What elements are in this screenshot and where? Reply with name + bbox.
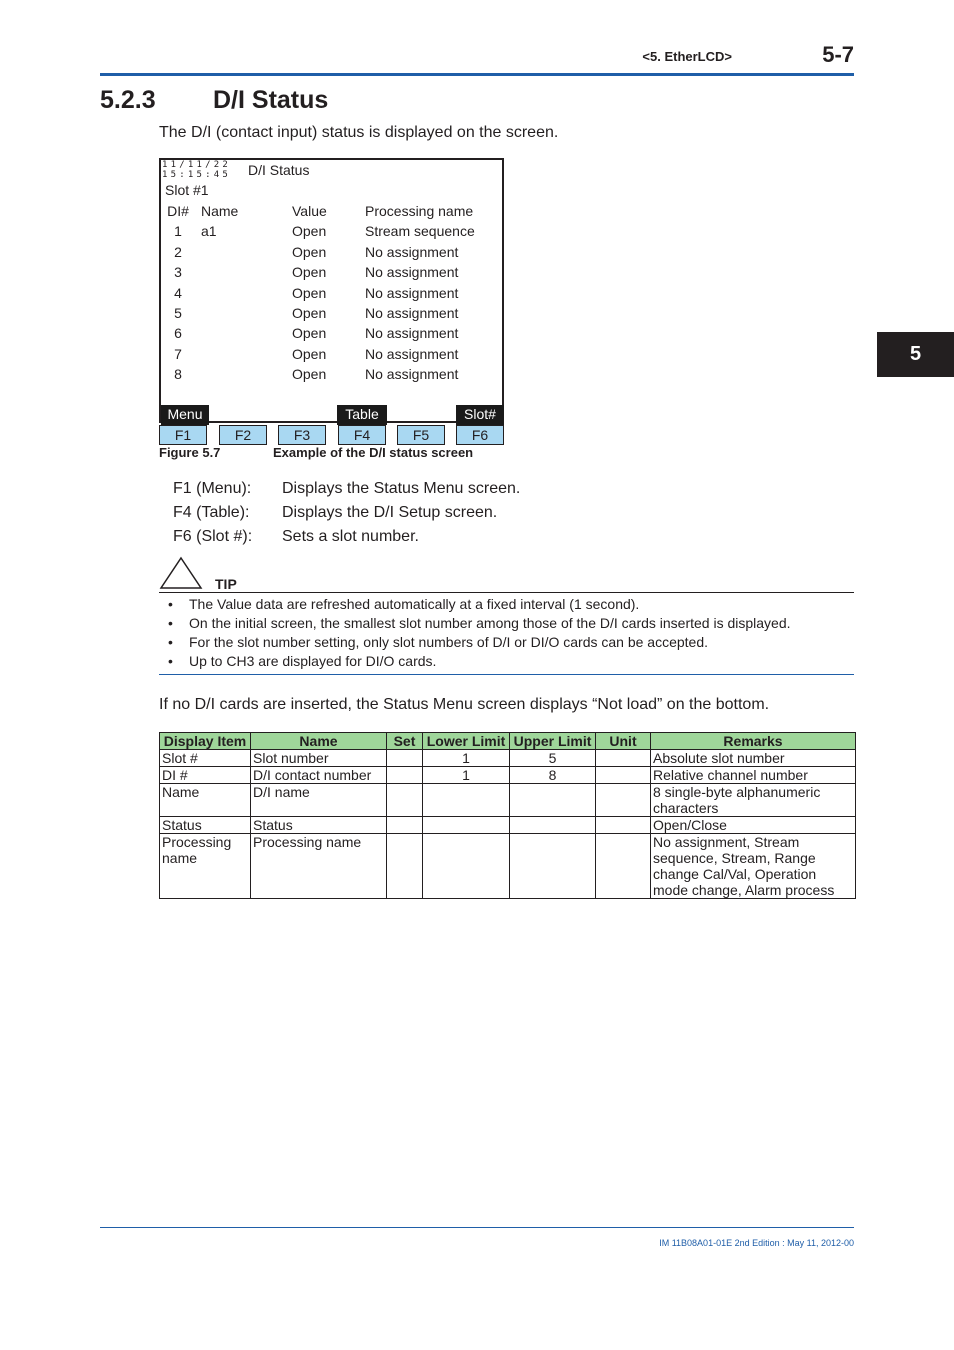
row-value: Open xyxy=(292,366,327,382)
cell-set xyxy=(387,767,423,784)
row-di: 1 xyxy=(174,223,182,239)
row-processing-name: No assignment xyxy=(365,244,459,260)
screen-row xyxy=(161,285,502,303)
row-di: 2 xyxy=(174,244,182,260)
row-value: Open xyxy=(292,223,327,239)
row-di: 6 xyxy=(174,325,182,341)
f6-key[interactable]: F6 xyxy=(456,425,504,445)
cell-upper-limit xyxy=(510,834,596,899)
cell-unit xyxy=(596,834,651,899)
cell-lower-limit: 1 xyxy=(423,767,510,784)
row-value: Open xyxy=(292,285,327,301)
tip-item: Up to CH3 are displayed for DI/O cards. xyxy=(189,653,437,669)
th-display-item: Display Item xyxy=(160,733,251,750)
cell-lower-limit xyxy=(423,834,510,899)
f5-key[interactable]: F5 xyxy=(397,425,445,445)
f4-key[interactable]: F4 xyxy=(338,425,386,445)
screen-row xyxy=(161,346,502,364)
cell-name: D/I contact number xyxy=(251,767,387,784)
fkey-label: F6 (Slot #): xyxy=(173,528,253,545)
cell-display-item: Processing name xyxy=(160,834,251,899)
screen-row xyxy=(161,244,502,262)
cell-lower-limit xyxy=(423,784,510,817)
header-rule xyxy=(100,73,854,76)
figure-caption: Example of the D/I status screen xyxy=(273,445,474,460)
tip-divider-bottom xyxy=(159,674,854,675)
tip-item: The Value data are refreshed automatically at a fixed interval (1 second). xyxy=(189,596,640,612)
col-di: DI# xyxy=(167,203,189,219)
footer-rule xyxy=(100,1227,854,1228)
table-row xyxy=(160,750,856,767)
th-name: Name xyxy=(251,733,387,750)
bullet: • xyxy=(168,596,173,612)
row-value: Open xyxy=(292,264,327,280)
fkey-label: F4 (Table): xyxy=(173,504,250,521)
bullet: • xyxy=(168,634,173,650)
cell-display-item: Name xyxy=(160,784,251,817)
parameter-table xyxy=(159,732,856,899)
table-row xyxy=(160,817,856,834)
screen-title: D/I Status xyxy=(248,162,310,178)
th-upper-limit: Upper Limit xyxy=(510,733,596,750)
screen-datetime xyxy=(162,160,231,180)
row-processing-name: No assignment xyxy=(365,305,459,321)
cell-name: Processing name xyxy=(251,834,387,899)
row-processing-name: No assignment xyxy=(365,264,459,280)
di-status-screen xyxy=(159,158,504,423)
cell-remarks: No assignment, Stream sequence, Stream, Range change Cal/Val, Operation mode change, Alarm process xyxy=(651,834,856,899)
softkey-table[interactable]: Table xyxy=(337,405,387,425)
softkey-slot[interactable]: Slot# xyxy=(456,405,504,425)
f1-key[interactable]: F1 xyxy=(159,425,207,445)
tip-item: On the initial screen, the smallest slot number among those of the D/I cards inserted is displayed. xyxy=(189,615,791,631)
figure-number: Figure 5.7 xyxy=(159,445,221,460)
cell-unit xyxy=(596,767,651,784)
row-di: 8 xyxy=(174,366,182,382)
cell-set xyxy=(387,817,423,834)
cell-set xyxy=(387,834,423,899)
fkey-label: F1 (Menu): xyxy=(173,480,252,497)
cell-set xyxy=(387,750,423,767)
row-di: 5 xyxy=(174,305,182,321)
row-processing-name: No assignment xyxy=(365,325,459,341)
cell-unit xyxy=(596,784,651,817)
row-name: a1 xyxy=(201,223,217,239)
cell-display-item: Status xyxy=(160,817,251,834)
tip-item: For the slot number setting, only slot numbers of D/I or DI/O cards can be accepted. xyxy=(189,634,709,650)
screen-row xyxy=(161,366,502,384)
th-unit: Unit xyxy=(596,733,651,750)
th-remarks: Remarks xyxy=(651,733,856,750)
cell-name: Status xyxy=(251,817,387,834)
row-processing-name: Stream sequence xyxy=(365,223,475,239)
table-row xyxy=(160,834,856,899)
cell-remarks: Open/Close xyxy=(651,817,856,834)
chapter-tab: 5 xyxy=(877,332,954,377)
note-text: If no D/I cards are inserted, the Status Menu screen displays “Not load” on the bottom. xyxy=(159,696,770,713)
cell-lower-limit xyxy=(423,817,510,834)
screen-time: 15:15:45 xyxy=(162,170,231,180)
table-header-row xyxy=(160,733,856,750)
screen-column-headers xyxy=(161,203,502,221)
f2-key[interactable]: F2 xyxy=(219,425,267,445)
screen-row xyxy=(161,223,502,241)
fkey-description: Sets a slot number. xyxy=(282,528,419,545)
cell-unit xyxy=(596,750,651,767)
softkey-menu[interactable]: Menu xyxy=(161,405,209,425)
row-di: 7 xyxy=(174,346,182,362)
screen-row xyxy=(161,325,502,343)
section-title: D/I Status xyxy=(213,86,329,114)
f3-key[interactable]: F3 xyxy=(278,425,326,445)
screen-date: 11/11/22 xyxy=(162,160,231,170)
warning-triangle-icon xyxy=(159,556,203,590)
cell-remarks: Absolute slot number xyxy=(651,750,856,767)
row-di: 4 xyxy=(174,285,182,301)
cell-name: Slot number xyxy=(251,750,387,767)
row-processing-name: No assignment xyxy=(365,366,459,382)
row-value: Open xyxy=(292,305,327,321)
cell-unit xyxy=(596,817,651,834)
cell-set xyxy=(387,784,423,817)
cell-display-item: DI # xyxy=(160,767,251,784)
cell-name: D/I name xyxy=(251,784,387,817)
row-di: 3 xyxy=(174,264,182,280)
cell-remarks: 8 single-byte alphanumeric characters xyxy=(651,784,856,817)
cell-upper-limit: 5 xyxy=(510,750,596,767)
row-value: Open xyxy=(292,325,327,341)
col-processing-name: Processing name xyxy=(365,203,474,219)
row-processing-name: No assignment xyxy=(365,346,459,362)
chapter-heading: <5. EtherLCD> xyxy=(642,49,732,64)
cell-lower-limit: 1 xyxy=(423,750,510,767)
col-name: Name xyxy=(201,203,239,219)
row-value: Open xyxy=(292,244,327,260)
table-row xyxy=(160,784,856,817)
bullet: • xyxy=(168,615,173,631)
cell-display-item: Slot # xyxy=(160,750,251,767)
table-row xyxy=(160,767,856,784)
tip-divider xyxy=(159,592,854,593)
th-lower-limit: Lower Limit xyxy=(423,733,510,750)
th-set: Set xyxy=(387,733,423,750)
fkey-description: Displays the D/I Setup screen. xyxy=(282,504,498,521)
bullet: • xyxy=(168,653,173,669)
cell-upper-limit xyxy=(510,784,596,817)
section-number: 5.2.3 xyxy=(100,86,156,114)
col-value: Value xyxy=(292,203,327,219)
page-number: 5-7 xyxy=(822,42,854,67)
footer-text: IM 11B08A01-01E 2nd Edition : May 11, 2012-00 xyxy=(659,1238,854,1248)
fkey-description: Displays the Status Menu screen. xyxy=(282,480,521,497)
tip-label: TIP xyxy=(215,576,237,592)
cell-remarks: Relative channel number xyxy=(651,767,856,784)
row-processing-name: No assignment xyxy=(365,285,459,301)
cell-upper-limit: 8 xyxy=(510,767,596,784)
row-value: Open xyxy=(292,346,327,362)
cell-upper-limit xyxy=(510,817,596,834)
screen-row xyxy=(161,305,502,323)
screen-slot: Slot #1 xyxy=(165,182,209,198)
screen-row xyxy=(161,264,502,282)
intro-text: The D/I (contact input) status is displayed on the screen. xyxy=(159,124,559,141)
